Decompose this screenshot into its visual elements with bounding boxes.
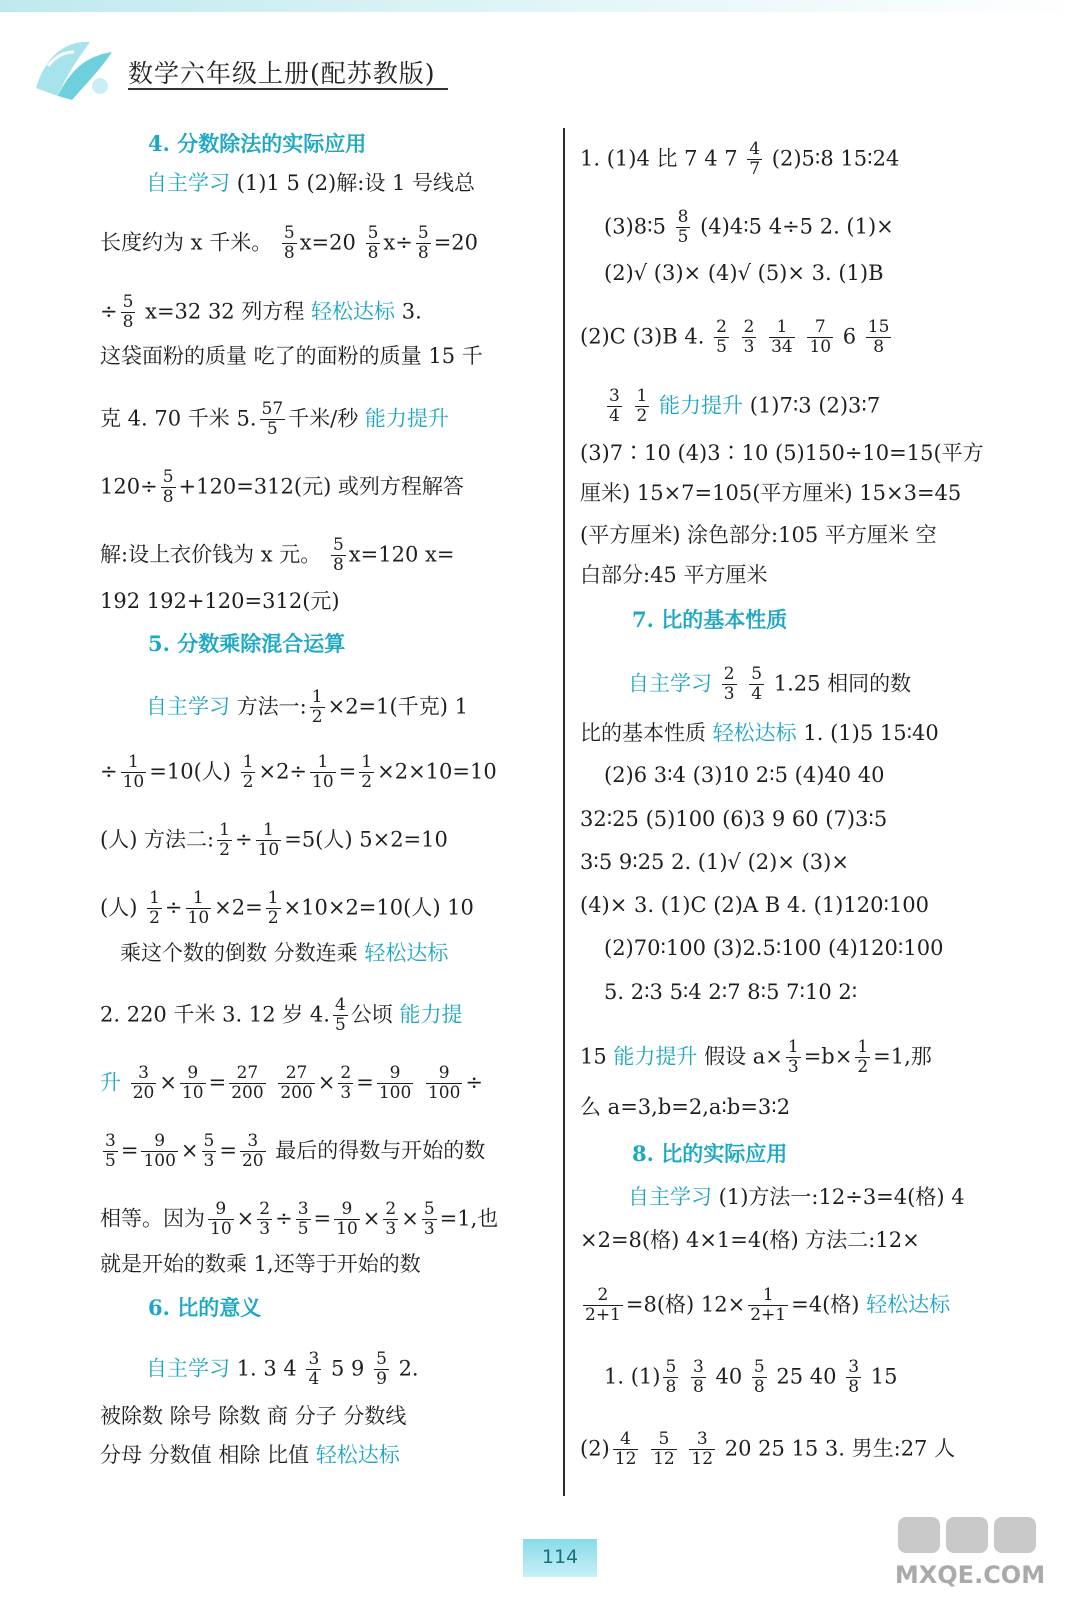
- fraction: $\frac{1}{2}$: [242, 752, 254, 792]
- answer-text: 被除数 除号 除数 商 分子 分数线: [100, 1404, 407, 1428]
- section-title-6: [148, 1296, 261, 1318]
- section-title-8: [632, 1142, 787, 1164]
- watermark-logo: [880, 1515, 1060, 1590]
- answer-text: ×2÷: [258, 759, 308, 784]
- answer-text: [416, 1071, 423, 1095]
- answer-text: =: [313, 1206, 332, 1231]
- answer-text: (平方厘米) 涂色部分:105 平方厘米 空: [580, 523, 937, 547]
- answer-text: =1,那: [873, 1044, 932, 1069]
- section-heading: 5. 分数乘除混合运算: [148, 631, 346, 656]
- answer-line: [100, 1444, 400, 1466]
- answer-text: 1.25 相同的数: [767, 671, 912, 696]
- answer-line: [580, 1229, 920, 1251]
- answer-line: [146, 172, 475, 194]
- answer-line: [100, 889, 474, 927]
- answer-text: =5(人) 5×2=10: [284, 827, 448, 852]
- answer-line: [100, 821, 448, 859]
- label-zizhu-xuexi: 自主学习: [628, 671, 712, 696]
- fraction: $\frac{9}{10}$: [181, 1063, 204, 1103]
- fraction: $\frac{1}{2}$: [149, 888, 160, 928]
- answer-text: ÷: [164, 895, 183, 920]
- answer-line: [580, 1430, 955, 1468]
- fraction: $\frac{5}{8}$: [283, 223, 295, 263]
- answer-text: (2)√ (3)× (4)√ (5)× 3. (1)B: [604, 261, 884, 285]
- answer-text: 6: [836, 324, 863, 349]
- answer-line: [580, 524, 937, 546]
- answer-line: [100, 345, 483, 367]
- fraction: $\frac{3}{8}$: [692, 1357, 704, 1397]
- answer-text: ÷: [100, 759, 118, 784]
- answer-line: [580, 894, 929, 916]
- answer-line: [580, 482, 961, 504]
- answer-text: 25 40: [769, 1364, 844, 1389]
- answer-line: [604, 1358, 897, 1396]
- answer-text: [269, 1071, 276, 1095]
- answer-text: 厘米) 15×7=105(平方厘米) 15×3=45: [580, 481, 962, 505]
- label-nengli-tisheng: 能力提升: [613, 1044, 698, 1069]
- answer-text: 乘这个数的倒数 分数连乘: [120, 941, 365, 965]
- answer-text: ×: [236, 1206, 255, 1231]
- answer-text: x=120 x=: [348, 542, 455, 567]
- section-heading: 4. 分数除法的实际应用: [148, 131, 367, 156]
- answer-line: [580, 808, 887, 830]
- answer-text: 2. 220 千米 3. 12 岁 4.: [100, 1002, 330, 1027]
- answer-text: ×: [317, 1070, 336, 1095]
- page-header-title: 数学六年级上册(配苏教版): [128, 59, 436, 88]
- label-zizhu-xuexi: 自主学习: [146, 1356, 230, 1381]
- label-zizhu-xuexi: 自主学习: [146, 694, 230, 719]
- section-title-7: [632, 608, 787, 630]
- book-logo-icon: [28, 26, 123, 106]
- answer-line: [100, 1253, 421, 1275]
- answer-line: [604, 981, 857, 1003]
- fraction: $\frac{8}{5}$: [677, 207, 689, 247]
- label-qingsong-dabiao: 轻松达标: [315, 1443, 400, 1467]
- answer-line: [100, 590, 340, 612]
- answer-text: 2.: [391, 1356, 419, 1381]
- section-heading: 8. 比的实际应用: [632, 1141, 788, 1166]
- answer-text: 这袋面粉的质量 吃了的面粉的质量 15 千: [100, 344, 483, 368]
- fraction: $\frac{4}{12}$: [614, 1429, 637, 1469]
- answer-text: 15: [864, 1364, 898, 1389]
- fraction: $\frac{3}{5}$: [105, 1131, 116, 1171]
- answer-line: [100, 996, 462, 1034]
- answer-text: ×: [362, 1206, 381, 1231]
- answer-line: [580, 140, 899, 178]
- answer-line: [604, 937, 943, 959]
- answer-text: +120=312(元) 或列方程解答: [178, 474, 464, 499]
- fraction: $\frac{9}{100}$: [427, 1063, 461, 1103]
- answer-text: 公顷: [350, 1002, 400, 1027]
- answer-text: =: [219, 1138, 237, 1163]
- answer-text: 克 4. 70 千米 5.: [100, 406, 257, 431]
- answer-line: [100, 536, 454, 574]
- answer-text: 长度约为 x 千米。: [100, 230, 273, 255]
- label-nengli-tisheng: 能力提升: [659, 393, 744, 418]
- answer-text: 解:设上衣价钱为 x 元。: [100, 542, 322, 567]
- answer-text: 么 a=3,b=2,a∶b=3∶2: [580, 1095, 791, 1119]
- answer-text: 15: [580, 1044, 614, 1069]
- answer-text: (2)6 3∶4 (3)10 2∶5 (4)40 40: [604, 763, 885, 787]
- answer-text: (3)7∶10 (4)3∶10 (5)150÷10=15(平方: [580, 441, 984, 465]
- answer-text: (2)5∶8 15∶24: [765, 146, 900, 171]
- answer-text: 1. (1): [604, 1364, 661, 1389]
- answer-text: 1. (1)5 15∶40: [796, 721, 939, 745]
- answer-text: =4(格): [791, 1292, 867, 1317]
- answer-text: ×: [159, 1070, 177, 1095]
- answer-text: 192 192+120=312(元): [100, 589, 340, 613]
- fraction: $\frac{3}{8}$: [848, 1357, 860, 1397]
- fraction: $\frac{1}{2}$: [636, 386, 648, 426]
- fraction: $\frac{3}{5}$: [297, 1199, 309, 1239]
- answer-text: ×: [401, 1206, 419, 1231]
- answer-line: [100, 753, 497, 791]
- answer-line: [100, 1405, 406, 1427]
- label-zizhu-xuexi: 自主学习: [628, 1185, 712, 1209]
- answer-text: 5. 2∶3 5∶4 2∶7 8∶5 7∶10 2∶: [604, 980, 858, 1004]
- answer-line: [628, 665, 911, 703]
- fraction: $\frac{5}{8}$: [665, 1357, 677, 1397]
- fraction: $\frac{5}{3}$: [203, 1131, 215, 1171]
- answer-text: ÷: [100, 299, 118, 324]
- fraction: $\frac{1}{2}$: [361, 752, 373, 792]
- answer-line: [580, 1286, 950, 1324]
- fraction: $\frac{1}{10}$: [312, 752, 334, 792]
- answer-text: =8(格) 12×: [625, 1292, 746, 1317]
- answer-text: =: [208, 1070, 227, 1095]
- answer-text: =: [356, 1070, 374, 1095]
- answer-text: 3∶5 9∶25 2. (1)√ (2)× (3)×: [580, 850, 849, 874]
- answer-text: ÷: [275, 1206, 293, 1231]
- answer-text: 比的基本性质: [580, 721, 713, 745]
- fraction: $\frac{1}{10}$: [257, 820, 280, 860]
- answer-text: (4)× 3. (1)C (2)A B 4. (1)120∶100: [580, 893, 930, 917]
- answer-text: ×2=1(千克) 1: [327, 694, 468, 719]
- answer-line: [100, 293, 422, 331]
- answer-line: [604, 764, 885, 786]
- answer-line: [628, 1186, 965, 1208]
- answer-line: [580, 851, 849, 873]
- page-number: 114: [541, 1546, 579, 1568]
- fraction: $\frac{1}{2}$: [857, 1037, 869, 1077]
- fraction: $\frac{5}{8}$: [332, 535, 344, 575]
- fraction: $\frac{5}{4}$: [751, 664, 763, 704]
- fraction: $\frac{3}{12}$: [691, 1429, 714, 1469]
- fraction: $\frac{9}{10}$: [210, 1199, 232, 1239]
- answer-text: (3)8∶5: [604, 214, 673, 239]
- answer-text: 5 9: [324, 1356, 372, 1381]
- answer-text: ÷: [465, 1070, 484, 1095]
- answer-text: 40: [708, 1364, 749, 1389]
- fraction: $\frac{3}{20}$: [132, 1063, 155, 1103]
- answer-text: (2)C (3)B 4.: [580, 324, 705, 349]
- section-title-4: [148, 132, 366, 154]
- top-decoration-bar: [0, 0, 1081, 12]
- answer-text: x÷: [383, 230, 413, 255]
- section-heading: 6. 比的意义: [148, 1295, 262, 1320]
- answer-text: (人) 方法二:: [100, 827, 215, 852]
- answer-text: (4)4∶5 4÷5 2. (1)×: [693, 214, 894, 239]
- answer-text: 就是开始的数乘 1,还等于开始的数: [100, 1252, 421, 1276]
- answer-text: ×: [180, 1138, 199, 1163]
- fraction: $\frac{2}{3}$: [340, 1063, 352, 1103]
- answer-text: =b×: [803, 1044, 853, 1069]
- answer-text: (2): [580, 1436, 610, 1461]
- fraction: $\frac{27}{200}$: [231, 1063, 264, 1103]
- fraction: $\frac{57}{5}$: [261, 399, 284, 439]
- answer-text: x=20: [299, 230, 356, 255]
- label-qingsong-dabiao: 轻松达标: [311, 299, 396, 324]
- header-underline: [128, 88, 448, 90]
- fraction: $\frac{5}{8}$: [122, 292, 134, 332]
- fraction: $\frac{5}{8}$: [417, 223, 429, 263]
- answer-text: =10(人): [149, 759, 238, 784]
- answer-line: [100, 1132, 485, 1170]
- answer-line: [146, 1350, 419, 1388]
- answer-line: [100, 1064, 483, 1102]
- fraction: $\frac{2}{5}$: [716, 317, 727, 357]
- answer-line: [604, 387, 880, 425]
- answer-line: [100, 400, 449, 438]
- answer-text: ×2×10=10: [377, 759, 497, 784]
- answer-line: [120, 942, 448, 964]
- fraction: $\frac{5}{12}$: [653, 1429, 675, 1469]
- answer-text: 千米/秒: [288, 406, 359, 431]
- label-nengli-tisheng: 能力提升: [364, 406, 449, 431]
- fraction: $\frac{5}{3}$: [423, 1199, 435, 1239]
- answer-text: 方法一:: [236, 694, 307, 719]
- label-zizhu-xuexi: 自主学习: [146, 171, 230, 195]
- fraction: $\frac{1}{3}$: [787, 1037, 799, 1077]
- fraction: $\frac{1}{10}$: [187, 888, 210, 928]
- answer-text: (2)70∶100 (3)2.5∶100 (4)120∶100: [604, 936, 944, 960]
- fraction: $\frac{1}{2}$: [267, 888, 279, 928]
- answer-text: x=32 32 列方程: [138, 299, 305, 324]
- answer-text: ÷: [234, 827, 253, 852]
- fraction: $\frac{3}{4}$: [609, 386, 620, 426]
- answer-text: =20: [433, 230, 479, 255]
- answer-text: 1. 3 4: [236, 1356, 304, 1381]
- fraction: $\frac{4}{7}$: [749, 139, 761, 179]
- answer-text: 32∶25 (5)100 (6)3 9 60 (7)3∶5: [580, 807, 888, 831]
- section-heading: 7. 比的基本性质: [632, 607, 788, 632]
- label-qingsong-dabiao: 轻松达标: [866, 1292, 951, 1317]
- answer-text: ×2=: [214, 895, 263, 920]
- label-qingsong-dabiao: 轻松达标: [712, 721, 797, 745]
- answer-line: [580, 442, 984, 464]
- answer-line: [100, 1200, 498, 1238]
- answer-line: [604, 208, 894, 246]
- section-title-5: [148, 632, 345, 654]
- answer-text: =: [338, 759, 357, 784]
- answer-text: 相等。因为: [100, 1206, 205, 1231]
- fraction: $\frac{9}{10}$: [336, 1199, 358, 1239]
- answer-text: 白部分:45 平方厘米: [580, 563, 768, 587]
- answer-text: (1)1 5 (2)解:设 1 号线总: [236, 171, 476, 195]
- fraction: $\frac{1}{2}$: [311, 687, 323, 727]
- fraction: $\frac{15}{8}$: [867, 317, 890, 357]
- answer-text: 1. (1)4 比 7 4 7: [580, 146, 745, 171]
- answer-text: (人): [100, 895, 145, 920]
- answer-line: [146, 688, 468, 726]
- answer-line: [100, 224, 478, 262]
- answer-line: [604, 262, 884, 284]
- answer-text: 最后的得数与开始的数: [268, 1138, 486, 1163]
- fraction: $\frac{1}{2+1}$: [750, 1285, 787, 1325]
- fraction: $\frac{3}{4}$: [308, 1349, 320, 1389]
- answer-text: 3.: [395, 299, 422, 324]
- fraction: $\frac{2}{2+1}$: [585, 1285, 621, 1325]
- fraction: $\frac{9}{100}$: [143, 1131, 176, 1171]
- fraction: $\frac{7}{10}$: [809, 317, 832, 357]
- label-nengli-tisheng: 能力提: [399, 1002, 463, 1027]
- fraction: $\frac{5}{9}$: [376, 1349, 387, 1389]
- answer-line: [580, 722, 939, 744]
- fraction: $\frac{27}{200}$: [280, 1063, 313, 1103]
- answer-line: [100, 468, 464, 506]
- fraction: $\frac{1}{10}$: [122, 752, 145, 792]
- fraction: $\frac{5}{8}$: [367, 223, 379, 263]
- fraction: $\frac{1}{34}$: [771, 317, 793, 357]
- fraction: $\frac{2}{3}$: [723, 664, 735, 704]
- answer-text: =1,也: [439, 1206, 499, 1231]
- fraction: $\frac{9}{100}$: [378, 1063, 412, 1103]
- answer-text: (1)方法一:12÷3=4(格) 4: [712, 1185, 965, 1209]
- svg-text:MXQE.COM: MXQE.COM: [894, 1561, 1046, 1589]
- answer-line: [580, 564, 767, 586]
- answer-text: =: [120, 1138, 139, 1163]
- answer-text: ×2=8(格) 4×1=4(格) 方法二:12×: [580, 1228, 920, 1252]
- fraction: $\frac{3}{20}$: [241, 1131, 264, 1171]
- answer-line: [580, 1096, 790, 1118]
- answer-text: 假设 a×: [697, 1044, 783, 1069]
- fraction: $\frac{2}{3}$: [743, 317, 755, 357]
- fraction: $\frac{2}{3}$: [259, 1199, 271, 1239]
- label-nengli-tisheng-cont: 升: [100, 1070, 121, 1095]
- fraction: $\frac{2}{3}$: [385, 1199, 397, 1239]
- answer-line: [580, 1038, 932, 1076]
- label-qingsong-dabiao: 轻松达标: [364, 941, 449, 965]
- answer-text: 分母 分数值 相除 比值: [100, 1443, 316, 1467]
- fraction: $\frac{4}{5}$: [334, 995, 346, 1035]
- fraction: $\frac{1}{2}$: [219, 820, 230, 860]
- column-divider: [563, 128, 565, 1496]
- answer-line: [580, 318, 894, 356]
- answer-text: 20 25 15 3. 男生:27 人: [718, 1436, 956, 1461]
- answer-text: (1)7∶3 (2)3∶7: [743, 393, 881, 418]
- answer-text: ×10×2=10(人) 10: [283, 895, 474, 920]
- fraction: $\frac{5}{8}$: [753, 1357, 765, 1397]
- answer-text: 120÷: [100, 474, 158, 499]
- fraction: $\frac{5}{8}$: [162, 467, 174, 507]
